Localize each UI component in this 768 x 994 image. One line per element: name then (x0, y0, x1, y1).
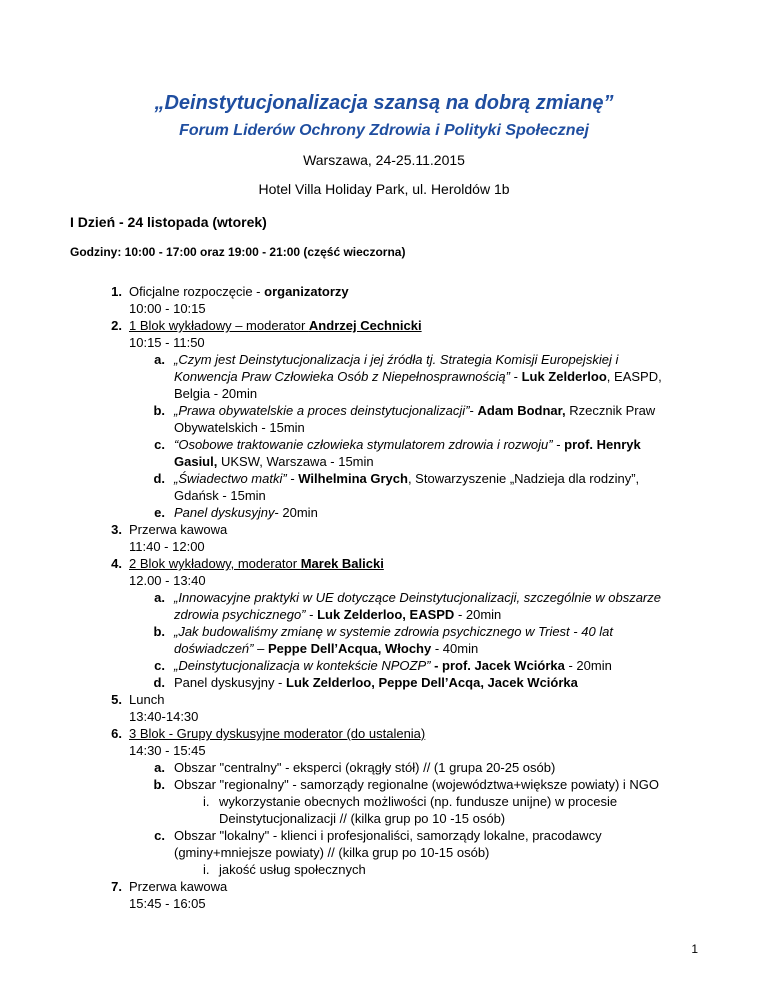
agenda-subitem: „Świadectwo matki” - Wilhelmina Grych, Stowarzyszenie „Nadzieja dla rodziny”, Gdańsk - 15min (174, 471, 640, 503)
subitem-letter: d. (153, 675, 165, 690)
item-number: 2. (111, 318, 122, 333)
subitem-letter: e. (154, 505, 165, 520)
agenda-subitem: Panel dyskusyjny - Luk Zelderloo, Peppe Dell’Acqa, Jacek Wciórka (174, 675, 578, 690)
subsubitem-roman: i. (203, 862, 210, 877)
subitem-letter: d. (153, 471, 165, 486)
item-number: 4. (111, 556, 122, 571)
agenda-subitem: Obszar "regionalny" - samorządy regionalne (województwa+większe powiaty) i NGO (174, 777, 660, 792)
subitem-letter: c. (154, 437, 165, 452)
agenda-item: Lunch 13:40-14:30 (129, 692, 199, 724)
agenda-subitem: Obszar "lokalny" - klienci i profesjonaliści, samorządy lokalne, pracodawcy (gminy+mniejsze powiaty) // (kilka grup po 10-15 osób) (174, 828, 602, 860)
agenda-item: Przerwa kawowa 11:40 - 12:00 (129, 522, 228, 554)
page-number: 1 (691, 942, 698, 956)
item-time: 11:40 - 12:00 (129, 539, 205, 554)
subitem-letter: c. (154, 828, 165, 843)
agenda-item: 2 Blok wykładowy, moderator Marek Balicki 12.00 - 13:40 (129, 556, 384, 588)
agenda-subitem: Panel dyskusyjny- 20min (174, 505, 318, 520)
item-number: 1. (111, 284, 122, 299)
subitem-letter: a. (154, 590, 165, 605)
hours-line: Godziny: 10:00 - 17:00 oraz 19:00 - 21:00 (część wieczorna) (70, 245, 406, 259)
document-subtitle: Forum Liderów Ochrony Zdrowia i Polityki Społecznej (179, 122, 589, 139)
document-title: „Deinstytucjonalizacja szansą na dobrą zmianę” (154, 92, 614, 114)
item-number: 3. (111, 522, 122, 537)
agenda-subsubitem: jakość usług społecznych (219, 862, 366, 877)
subitem-letter: b. (153, 403, 165, 418)
agenda-item: 3 Blok - Grupy dyskusyjne moderator (do ustalenia) 14:30 - 15:45 (129, 726, 426, 758)
item-time: 13:40-14:30 (129, 709, 199, 724)
subitem-letter: b. (153, 624, 165, 639)
event-venue: Hotel Villa Holiday Park, ul. Heroldów 1b (258, 181, 510, 197)
subitem-letter: c. (154, 658, 165, 673)
item-time: 10:15 - 11:50 (129, 335, 205, 350)
item-time: 12.00 - 13:40 (129, 573, 206, 588)
agenda-subitem: „Czym jest Deinstytucjonalizacja i jej źródła tj. Strategia Komisji Europejskiej i Konwencja Praw Człowieka Osób z Niepełnosprawnością” - Luk Zelderloo, EASPD, Belgia - 20min (174, 352, 662, 401)
agenda-subitem: Obszar "centralny" - eksperci (okrągły stół) // (1 grupa 20-25 osób) (174, 760, 556, 775)
item-number: 5. (111, 692, 122, 707)
item-time: 10:00 - 10:15 (129, 301, 206, 316)
item-number: 6. (111, 726, 122, 741)
item-time: 15:45 - 16:05 (129, 896, 206, 911)
item-number: 7. (111, 879, 122, 894)
subitem-letter: a. (154, 760, 165, 775)
item-time: 14:30 - 15:45 (129, 743, 206, 758)
agenda-item: Oficjalne rozpoczęcie - organizatorzy 10:00 - 10:15 (129, 284, 349, 316)
agenda-subitem: „Deinstytucjonalizacja w kontekście NPOZP” - prof. Jacek Wciórka - 20min (174, 658, 612, 673)
subitem-letter: a. (154, 352, 165, 367)
subsubitem-roman: i. (203, 794, 210, 809)
agenda-item: Przerwa kawowa 15:45 - 16:05 (129, 879, 228, 911)
agenda-subsubitem: wykorzystanie obecnych możliwości (np. fundusze unijne) w procesie Deinstytucjonalizacji // (kilka grup po 10 -15 osób) (219, 794, 618, 826)
agenda-subitem: “Osobowe traktowanie człowieka stymulatorem zdrowia i rozwoju” - prof. Henryk Gasiul, UKSW, Warszawa - 15min (174, 437, 641, 469)
agenda-subitem: „Innowacyjne praktyki w UE dotyczące Deinstytucjonalizacji, szczególnie w obszarze zdrowia psychicznego” - Luk Zelderloo, EASPD - 20min (174, 590, 661, 622)
agenda-subitem: „Prawa obywatelskie a proces deinstytucjonalizacji”- Adam Bodnar, Rzecznik Praw Obywatelskich - 15min (174, 403, 656, 435)
day-heading: I Dzień - 24 listopada (wtorek) (70, 214, 267, 230)
agenda-subitem: „Jak budowaliśmy zmianę w systemie zdrowia psychicznego w Triest - 40 lat doświadczeń” – Peppe Dell’Acqua, Włochy - 40min (174, 624, 614, 656)
event-date: Warszawa, 24-25.11.2015 (303, 152, 465, 168)
subitem-letter: b. (153, 777, 165, 792)
agenda-item: 1 Blok wykładowy – moderator Andrzej Cechnicki 10:15 - 11:50 (129, 318, 422, 350)
